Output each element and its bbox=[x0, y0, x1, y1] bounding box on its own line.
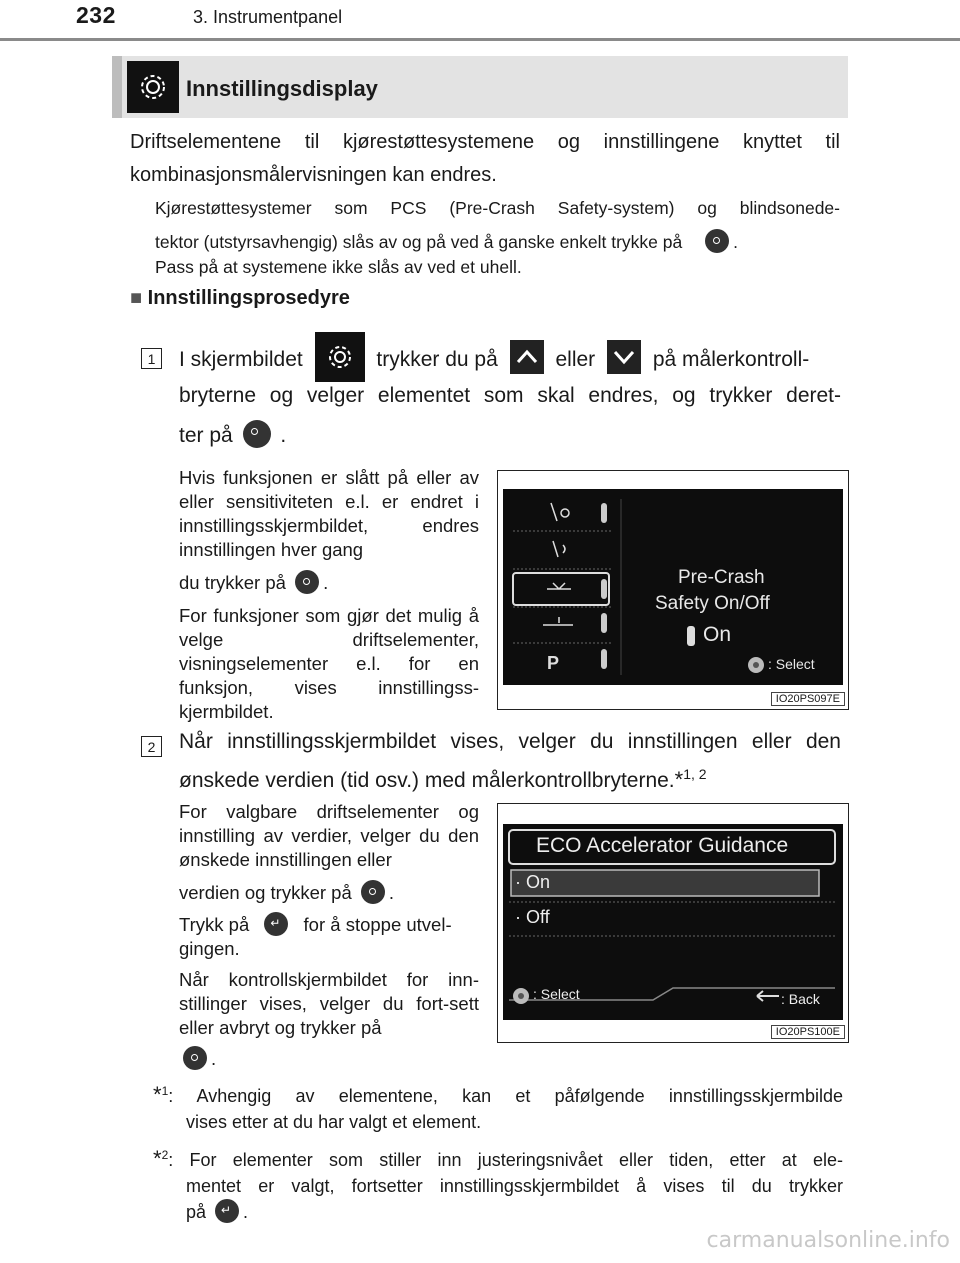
screen-state: On bbox=[703, 623, 732, 646]
step-1-line-2: bryterne og velger elementet som skal endres, og trykker deret- bbox=[179, 384, 841, 407]
step-1-side-text-1: Hvis funksjonen er slått på eller av eller sensitiviteten e.l. er endret i innstillingsskjermbildet, endres innstillingen hver gang bbox=[179, 467, 479, 560]
chevron-up-icon bbox=[510, 340, 544, 374]
header-divider bbox=[0, 38, 960, 41]
screen-back-label: : Back bbox=[781, 991, 820, 1007]
display-screen bbox=[503, 824, 843, 1020]
section-title: Innstillingsdisplay bbox=[186, 76, 378, 101]
step-1-side-text-2: For funksjoner som gjør det mulig å velge driftselementer, visningselementer e.l. for en funksjon, vises innstillingss-kjermbildet. bbox=[179, 605, 479, 722]
chapter-title: 3. Instrumentpanel bbox=[193, 7, 343, 27]
step-2-side-text-3: Når kontrollskjermbildet for inn-stillinger vises, velger du fort-sett eller avbryt og trykker på bbox=[179, 969, 479, 1038]
step-2-side-text-3-end: . bbox=[179, 1046, 479, 1071]
screen-figure-1 bbox=[497, 470, 849, 710]
note-line-1: Kjørestøttesystemer som PCS (Pre-Crash Safety-system) og blindsonede- bbox=[155, 198, 840, 218]
back-button-icon bbox=[215, 1199, 239, 1223]
step-2-side-text-2: Trykk på ↵ for å stoppe utvel- bbox=[179, 912, 479, 937]
screen-option-off: · Off bbox=[515, 907, 550, 927]
step-2-line-2: ønskede verdien (tid osv.) med målerkontrollbryterne.*$^{1, 2}$ bbox=[179, 766, 707, 792]
page-number: 232 bbox=[76, 2, 116, 28]
back-button-icon bbox=[264, 912, 288, 936]
screen-title-line-1: Pre-Crash bbox=[678, 567, 765, 588]
section-bar-accent bbox=[112, 56, 122, 118]
screen-title-line-2: Safety On/Off bbox=[655, 593, 770, 614]
screen-select-label: : Select bbox=[533, 986, 580, 1002]
gear-icon bbox=[127, 61, 179, 113]
screen-select-label: : Select bbox=[768, 656, 815, 672]
ok-knob-icon bbox=[243, 420, 271, 448]
chevron-down-icon bbox=[607, 340, 641, 374]
footnote-1: *$^1$: Avhengig av elementene, kan et påfølgende innstillingsskjermbilde vises etter at du har valgt et element. bbox=[153, 1082, 843, 1132]
svg-text:P: P bbox=[547, 653, 560, 673]
subsection-heading: ■ Innstillingsprosedyre bbox=[130, 287, 350, 309]
step-1-line-3: ter på . bbox=[179, 416, 841, 456]
step-2-side-text-1-end: verdien og trykker på . bbox=[179, 882, 395, 903]
footnote-2: *$^2$: For elementer som stiller inn justeringsnivået eller tiden, etter at ele- mentet er valgt, fortsetter innstillingsskjermbildet å vises til du trykker på ↵ . bbox=[153, 1142, 843, 1225]
intro-paragraph: Driftselementene til kjørestøttesystemene og innstillingene knyttet til kombinasjonsmålervisningen kan endres. bbox=[130, 131, 840, 186]
ok-knob-icon bbox=[705, 229, 729, 253]
ok-knob-icon bbox=[295, 570, 319, 594]
step-2-side-text-2-end: gingen. bbox=[179, 938, 240, 959]
step-2-line-1: Når innstillingsskjermbildet vises, velger du innstillingen eller den bbox=[179, 730, 841, 753]
ok-knob-icon bbox=[361, 880, 385, 904]
step-2-number: 2 bbox=[141, 736, 162, 757]
screen-title: ECO Accelerator Guidance bbox=[536, 834, 789, 857]
image-id: IO20PS097E bbox=[771, 692, 845, 706]
note-line-3: Pass på at systemene ikke slås av ved et uhell. bbox=[155, 257, 522, 277]
screen-figure-2 bbox=[497, 803, 849, 1043]
watermark: carmanualsonline.info bbox=[706, 1228, 950, 1253]
note-line-2: tektor (utstyrsavhengig) slås av og på ved å ganske enkelt trykke på . bbox=[155, 229, 845, 253]
step-2-side-text-1: For valgbare driftselementer og innstilling av verdier, velger du den ønskede innstillingen eller bbox=[179, 801, 479, 870]
display-screen bbox=[503, 489, 843, 685]
step-1-line-1: I skjermbildet trykker du på eller på målerkontroll- bbox=[179, 332, 841, 382]
step-1-number: 1 bbox=[141, 348, 162, 369]
image-id: IO20PS100E bbox=[771, 1025, 845, 1039]
step-1-side-text-1-end: du trykker på . bbox=[179, 572, 329, 593]
gear-icon bbox=[315, 332, 365, 382]
ok-knob-icon bbox=[183, 1046, 207, 1070]
screen-option-on: · On bbox=[515, 872, 551, 892]
